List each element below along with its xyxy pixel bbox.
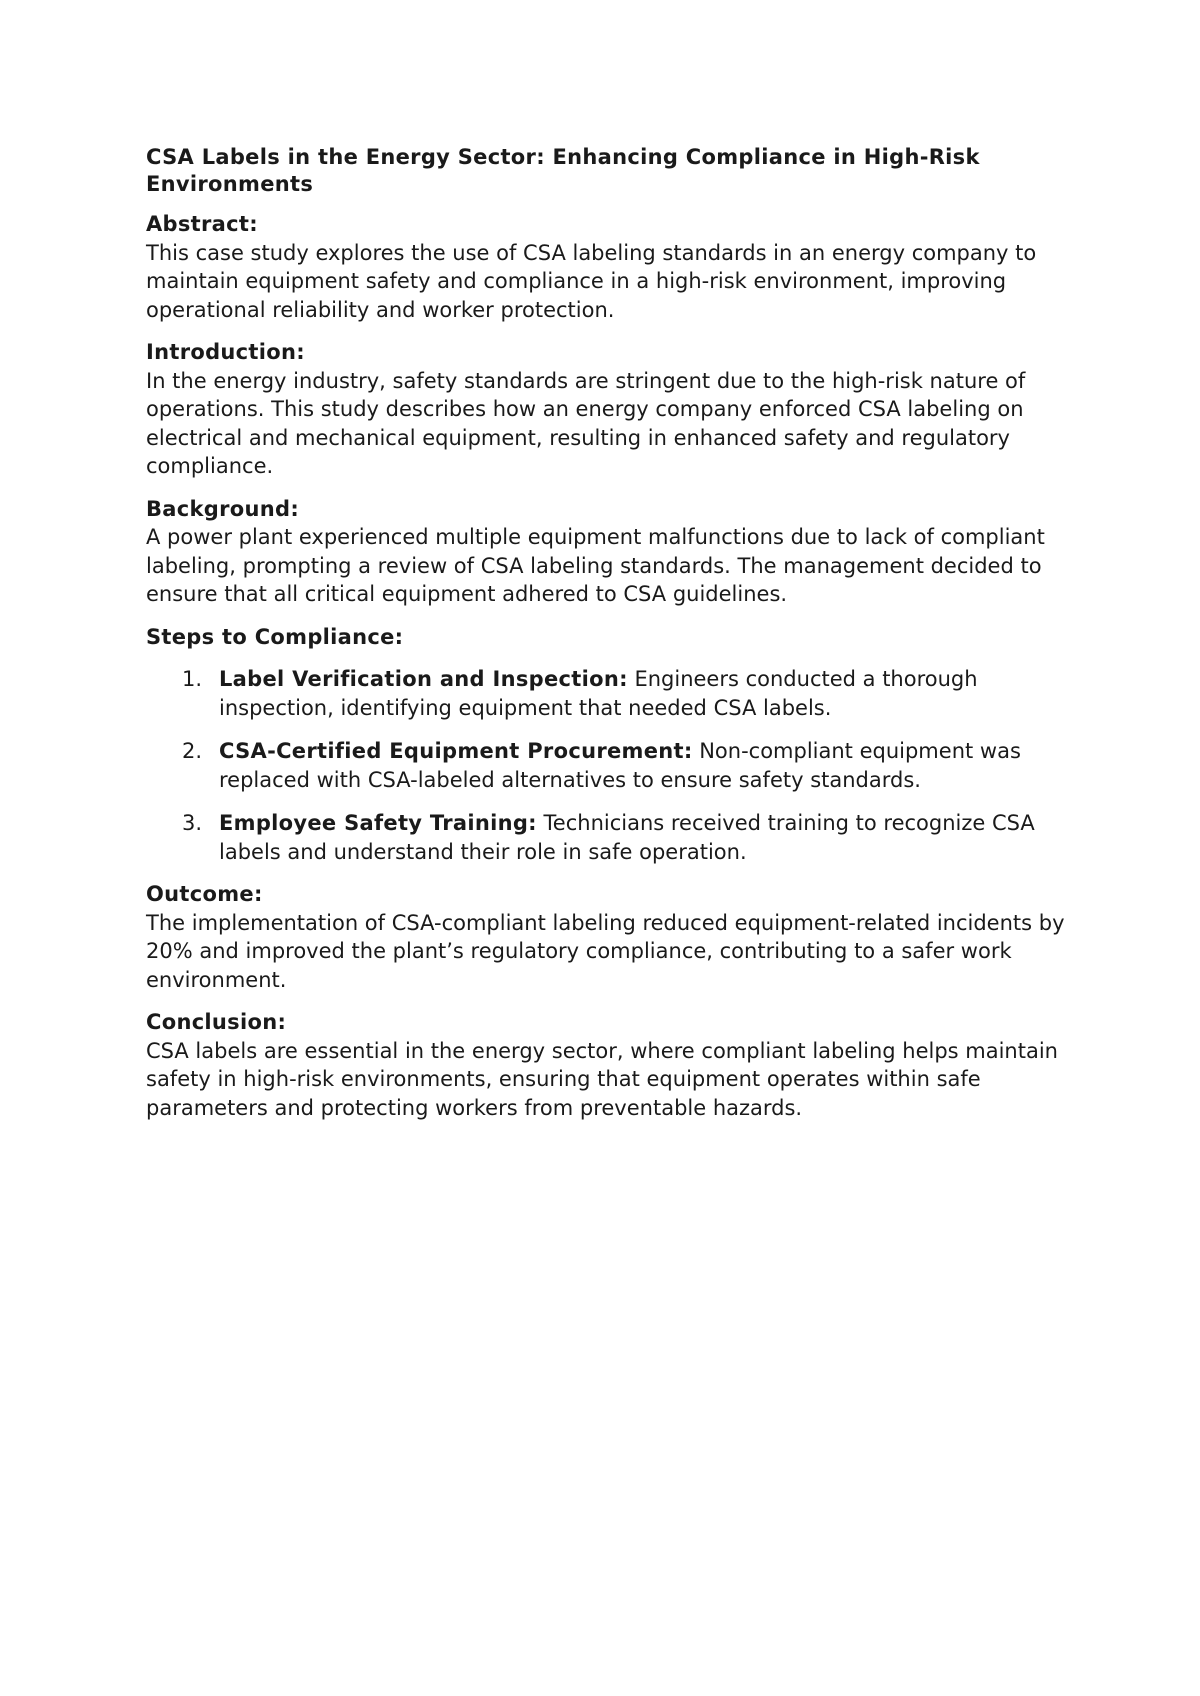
abstract-section	[146, 210, 1076, 324]
abstract-text: This case study explores the use of CSA labeling standards in an energy company to maintain equipment safety and compliance in a high-risk environment, improving operational reliability and worker protection.	[146, 240, 1037, 322]
step-label: Employee Safety Training:	[219, 811, 537, 835]
conclusion-text: CSA labels are essential in the energy sector, where compliant labeling helps maintain safety in high-risk environments, ensuring that equipment operates within safe parameters and protecting workers from preventable hazards.	[146, 1038, 1058, 1120]
list-item	[146, 737, 1076, 794]
list-item	[146, 665, 1076, 722]
conclusion-section	[146, 1008, 1076, 1122]
step-number: 3.	[182, 811, 203, 835]
step-number: 1.	[182, 667, 203, 691]
step-label: Label Verification and Inspection:	[219, 667, 628, 691]
step-number: 2.	[182, 739, 203, 763]
introduction-text: In the energy industry, safety standards are stringent due to the high-risk nature of operations. This study describes how an energy company enforced CSA labeling on electrical and mechanical equipment, resulting in enhanced safety and regulatory compliance.	[146, 368, 1026, 478]
introduction-heading: Introduction:	[146, 340, 305, 364]
step-label: CSA-Certified Equipment Procurement:	[219, 739, 693, 763]
document-page	[146, 144, 1076, 1136]
introduction-section	[146, 338, 1076, 481]
list-item	[146, 809, 1076, 866]
outcome-text: The implementation of CSA-compliant labeling reduced equipment-related incidents by 20% and improved the plant’s regulatory compliance, contributing to a safer work environment.	[146, 910, 1065, 992]
abstract-heading: Abstract:	[146, 212, 258, 236]
outcome-heading: Outcome:	[146, 882, 263, 906]
background-section	[146, 495, 1076, 609]
step-text: Technicians received training to recognize CSA labels and understand their role in safe operation.	[219, 811, 1035, 864]
background-heading: Background:	[146, 496, 300, 521]
conclusion-heading: Conclusion:	[146, 1010, 287, 1034]
steps-list	[146, 665, 1076, 866]
document-title: CSA Labels in the Energy Sector: Enhancing Compliance in High-Risk Environments	[146, 145, 980, 196]
step-text: Engineers conducted a thorough inspection, identifying equipment that needed CSA labels.	[219, 667, 978, 720]
outcome-section	[146, 880, 1076, 994]
background-text: A power plant experienced multiple equipment malfunctions due to lack of compliant labeling, prompting a review of CSA labeling standards. The management decided to ensure that all critical equipment adhered to CSA guidelines.	[146, 525, 1045, 606]
steps-heading: Steps to Compliance:	[146, 624, 404, 649]
step-text: Non-compliant equipment was replaced with CSA-labeled alternatives to ensure safety standards.	[219, 739, 1021, 792]
